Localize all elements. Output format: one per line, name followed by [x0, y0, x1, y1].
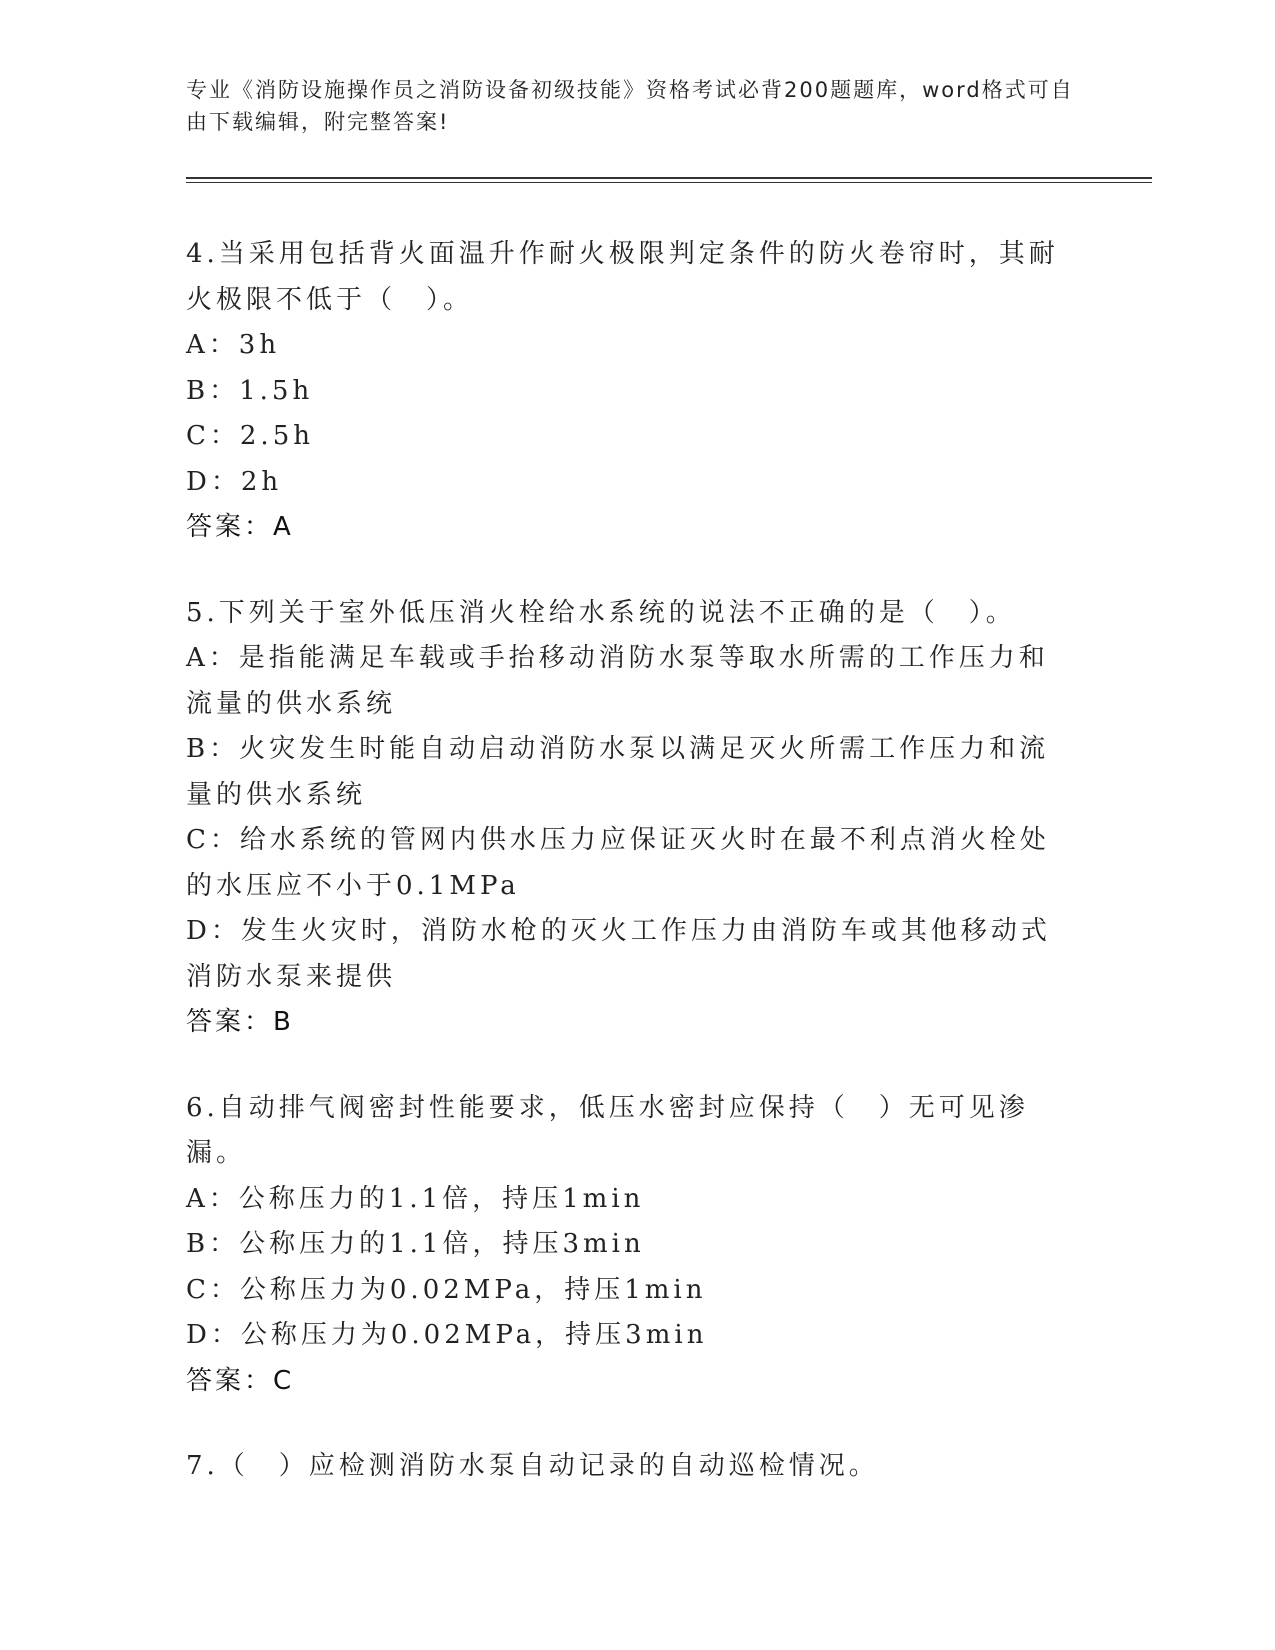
option-b: B：1.5h [186, 375, 314, 406]
option-d: D：2h [186, 466, 283, 497]
answer-label: 答案：B [186, 1007, 294, 1037]
option-c: C：2.5h [186, 421, 314, 451]
question-stem: 7.（ ）应检测消防水泵自动记录的自动巡检情况。 [186, 1451, 879, 1481]
question-stem: 6.自动排气阀密封性能要求，低压水密封应保持（ ）无可见渗漏。 [186, 1092, 1029, 1168]
header-divider-thin [186, 182, 1152, 183]
question-7 [186, 1444, 1076, 1490]
answer-label: 答案：C [186, 1365, 295, 1396]
question-4 [186, 232, 1076, 551]
option-c: C：给水系统的管网内供水压力应保证灭火时在最不利点消火栓处的水压应不小于0.1MPa [186, 825, 1050, 901]
option-a: A：公称压力的1.1倍，持压1min [186, 1183, 645, 1214]
option-b: B：火灾发生时能自动启动消防水泵以满足灭火所需工作压力和流量的供水系统 [186, 734, 1050, 810]
question-5 [186, 591, 1076, 1046]
question-stem: 4.当采用包括背火面温升作耐火极限判定条件的防火卷帘时，其耐火极限不低于（ ）。 [186, 239, 1059, 315]
option-b: B：公称压力的1.1倍，持压3min [186, 1229, 645, 1259]
option-a: A：3h [186, 330, 281, 360]
question-stem: 5.下列关于室外低压消火栓给水系统的说法不正确的是（ ）。 [186, 597, 1016, 628]
option-d: D：公称压力为0.02MPa，持压3min [186, 1320, 708, 1350]
option-c: C：公称压力为0.02MPa，持压1min [186, 1274, 707, 1305]
question-list [186, 232, 1076, 1530]
document-intro: 专业《消防设施操作员之消防设备初级技能》资格考试必背200题题库，word格式可自由下载编辑，附完整答案! [186, 78, 1074, 134]
option-d: D：发生火灾时，消防水枪的灭火工作压力由消防车或其他移动式消防水泵来提供 [186, 916, 1051, 992]
option-a: A：是指能满足车载或手抬移动消防水泵等取水所需的工作压力和流量的供水系统 [186, 643, 1049, 719]
header-divider [186, 177, 1152, 179]
question-6 [186, 1086, 1076, 1405]
answer-label: 答案：A [186, 512, 294, 542]
